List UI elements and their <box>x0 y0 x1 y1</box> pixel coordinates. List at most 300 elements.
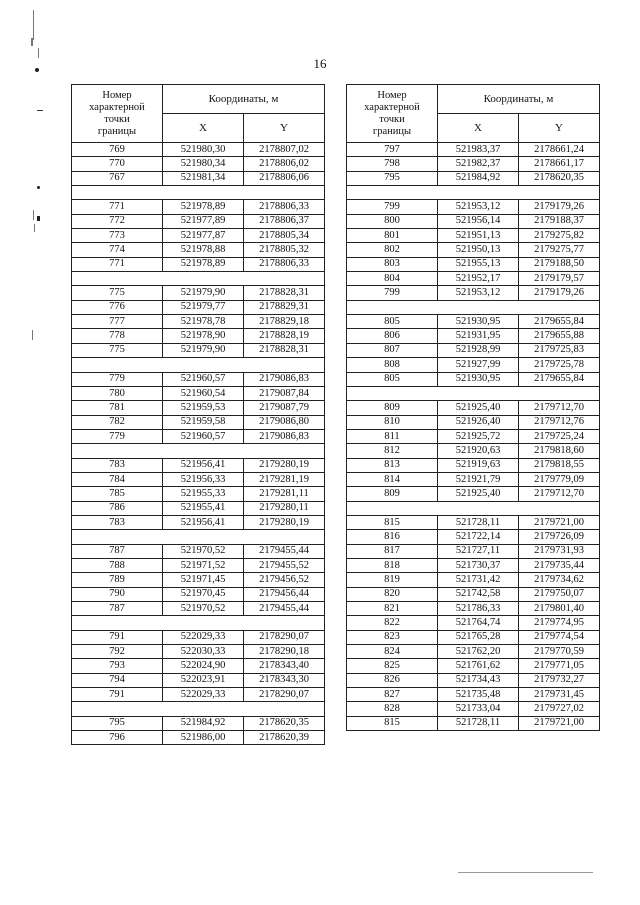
group-separator-row <box>72 358 325 372</box>
page-number: 16 <box>313 56 327 71</box>
x-coordinate-cell: 521926,40 <box>438 415 519 429</box>
point-number-cell: 791 <box>72 630 163 644</box>
point-number-cell: 787 <box>72 602 163 616</box>
y-coordinate-cell: 2179770,59 <box>519 645 600 659</box>
x-coordinate-cell: 521735,48 <box>438 688 519 702</box>
table-row <box>72 645 325 659</box>
table-row <box>72 544 325 558</box>
y-coordinate-cell: 2178806,33 <box>244 257 325 271</box>
table-row <box>347 573 600 587</box>
separator-cell <box>347 186 600 200</box>
y-coordinate-cell: 2178343,30 <box>244 673 325 687</box>
table-row <box>347 429 600 443</box>
table-row <box>72 286 325 300</box>
point-number-cell: 813 <box>347 458 438 472</box>
point-number-cell: 772 <box>72 214 163 228</box>
y-coordinate-cell: 2179774,54 <box>519 630 600 644</box>
y-coordinate-cell: 2179727,02 <box>519 702 600 716</box>
y-coordinate-cell: 2179721,00 <box>519 716 600 730</box>
y-coordinate-cell: 2179280,19 <box>244 515 325 529</box>
x-coordinate-cell: 521982,37 <box>438 157 519 171</box>
y-coordinate-cell: 2179750,07 <box>519 587 600 601</box>
x-coordinate-cell: 521980,34 <box>163 157 244 171</box>
table-row <box>347 558 600 572</box>
x-coordinate-cell: 521928,99 <box>438 343 519 357</box>
table-row <box>72 415 325 429</box>
x-coordinate-cell: 521979,90 <box>163 343 244 357</box>
y-coordinate-cell: 2179179,26 <box>519 200 600 214</box>
group-separator-row <box>72 702 325 716</box>
group-separator-row <box>72 272 325 286</box>
y-coordinate-cell: 2178620,35 <box>244 716 325 730</box>
point-number-cell: 822 <box>347 616 438 630</box>
x-header: X <box>438 114 519 143</box>
y-coordinate-cell: 2179456,52 <box>244 573 325 587</box>
y-coordinate-cell: 2178829,18 <box>244 315 325 329</box>
point-number-cell: 775 <box>72 286 163 300</box>
point-number-cell: 828 <box>347 702 438 716</box>
table-row <box>72 200 325 214</box>
table-row <box>347 286 600 300</box>
y-coordinate-cell: 2179281,11 <box>244 487 325 501</box>
y-coordinate-cell: 2179655,84 <box>519 315 600 329</box>
y-coordinate-cell: 2179275,82 <box>519 229 600 243</box>
point-number-cell: 802 <box>347 243 438 257</box>
point-number-cell: 823 <box>347 630 438 644</box>
separator-cell <box>72 530 325 544</box>
group-separator-row <box>72 186 325 200</box>
table-row <box>347 358 600 372</box>
y-coordinate-cell: 2179179,57 <box>519 272 600 286</box>
y-coordinate-cell: 2179087,84 <box>244 386 325 400</box>
table-row <box>72 501 325 515</box>
separator-cell <box>72 702 325 716</box>
table-row <box>347 602 600 616</box>
point-number-cell: 775 <box>72 343 163 357</box>
y-coordinate-cell: 2179735,44 <box>519 558 600 572</box>
y-coordinate-cell: 2178806,02 <box>244 157 325 171</box>
x-coordinate-cell: 521955,33 <box>163 487 244 501</box>
coordinates-header: Координаты, м <box>438 85 600 114</box>
table-row <box>72 458 325 472</box>
y-coordinate-cell: 2179455,44 <box>244 544 325 558</box>
table-row <box>347 659 600 673</box>
point-number-cell: 797 <box>347 143 438 157</box>
x-coordinate-cell: 521981,34 <box>163 171 244 185</box>
y-coordinate-cell: 2179188,50 <box>519 257 600 271</box>
y-coordinate-cell: 2179655,84 <box>519 372 600 386</box>
x-coordinate-cell: 521727,11 <box>438 544 519 558</box>
y-coordinate-cell: 2178807,02 <box>244 143 325 157</box>
coordinates-table-right <box>346 84 600 731</box>
table-row <box>347 372 600 386</box>
y-coordinate-cell: 2179725,24 <box>519 429 600 443</box>
x-coordinate-cell: 521970,52 <box>163 602 244 616</box>
table-row <box>72 401 325 415</box>
group-separator-row <box>347 501 600 515</box>
x-coordinate-cell: 521728,11 <box>438 716 519 730</box>
point-number-cell: 796 <box>72 731 163 745</box>
point-number-cell: 821 <box>347 602 438 616</box>
x-coordinate-cell: 522024,90 <box>163 659 244 673</box>
y-coordinate-cell: 2179455,44 <box>244 602 325 616</box>
y-coordinate-cell: 2179731,45 <box>519 688 600 702</box>
point-number-cell: 789 <box>72 573 163 587</box>
point-number-cell: 777 <box>72 315 163 329</box>
y-coordinate-cell: 2179771,05 <box>519 659 600 673</box>
y-coordinate-cell: 2179725,83 <box>519 343 600 357</box>
x-coordinate-cell: 521730,37 <box>438 558 519 572</box>
point-number-cell: 806 <box>347 329 438 343</box>
point-number-cell: 794 <box>72 673 163 687</box>
separator-cell <box>72 444 325 458</box>
table-row <box>347 444 600 458</box>
y-coordinate-cell: 2178290,07 <box>244 688 325 702</box>
x-coordinate-cell: 521970,45 <box>163 587 244 601</box>
x-coordinate-cell: 521984,92 <box>438 171 519 185</box>
table-row <box>72 157 325 171</box>
point-number-cell: 827 <box>347 688 438 702</box>
y-coordinate-cell: 2179725,78 <box>519 358 600 372</box>
y-coordinate-cell: 2179280,11 <box>244 501 325 515</box>
point-number-cell: 819 <box>347 573 438 587</box>
x-coordinate-cell: 521986,00 <box>163 731 244 745</box>
point-number-cell: 820 <box>347 587 438 601</box>
point-number-cell: 807 <box>347 343 438 357</box>
table-row <box>347 257 600 271</box>
x-coordinate-cell: 521960,57 <box>163 429 244 443</box>
point-number-cell: 792 <box>72 645 163 659</box>
table-row <box>347 458 600 472</box>
table-row <box>72 659 325 673</box>
table-row <box>347 544 600 558</box>
group-separator-row <box>72 530 325 544</box>
point-number-cell: 815 <box>347 515 438 529</box>
x-coordinate-cell: 521930,95 <box>438 372 519 386</box>
table-row <box>72 243 325 257</box>
x-coordinate-cell: 521983,37 <box>438 143 519 157</box>
group-separator-row <box>347 386 600 400</box>
table-row <box>347 343 600 357</box>
point-number-header: Номер характерной точки границы <box>347 85 438 143</box>
x-coordinate-cell: 522029,33 <box>163 630 244 644</box>
separator-cell <box>72 186 325 200</box>
point-number-cell: 799 <box>347 286 438 300</box>
table-row <box>72 487 325 501</box>
table-row <box>72 214 325 228</box>
y-coordinate-cell: 2179712,70 <box>519 401 600 415</box>
table-row <box>347 630 600 644</box>
x-coordinate-cell: 521960,57 <box>163 372 244 386</box>
point-number-cell: 804 <box>347 272 438 286</box>
x-coordinate-cell: 521979,90 <box>163 286 244 300</box>
x-coordinate-cell: 521762,20 <box>438 645 519 659</box>
point-number-cell: 803 <box>347 257 438 271</box>
y-coordinate-cell: 2179280,19 <box>244 458 325 472</box>
x-coordinate-cell: 521952,17 <box>438 272 519 286</box>
y-coordinate-cell: 2178828,19 <box>244 329 325 343</box>
table-row <box>347 214 600 228</box>
point-number-cell: 779 <box>72 372 163 386</box>
y-coordinate-cell: 2179712,70 <box>519 487 600 501</box>
x-coordinate-cell: 522029,33 <box>163 688 244 702</box>
x-coordinate-cell: 521728,11 <box>438 515 519 529</box>
point-number-cell: 817 <box>347 544 438 558</box>
footer-rule <box>458 872 593 873</box>
table-row <box>347 157 600 171</box>
point-number-cell: 824 <box>347 645 438 659</box>
margin-scan-marks <box>0 0 40 905</box>
table-row <box>347 487 600 501</box>
y-coordinate-cell: 2179818,60 <box>519 444 600 458</box>
table-row <box>72 171 325 185</box>
point-number-cell: 808 <box>347 358 438 372</box>
table-row <box>72 688 325 702</box>
point-number-cell: 811 <box>347 429 438 443</box>
table-row <box>347 702 600 716</box>
point-number-cell: 769 <box>72 143 163 157</box>
x-coordinate-cell: 521953,12 <box>438 200 519 214</box>
y-coordinate-cell: 2179721,00 <box>519 515 600 529</box>
point-number-cell: 767 <box>72 171 163 185</box>
y-coordinate-cell: 2179779,09 <box>519 472 600 486</box>
point-number-cell: 788 <box>72 558 163 572</box>
x-coordinate-cell: 521921,79 <box>438 472 519 486</box>
y-header: Y <box>244 114 325 143</box>
point-number-cell: 786 <box>72 501 163 515</box>
y-coordinate-cell: 2178290,18 <box>244 645 325 659</box>
y-coordinate-cell: 2178620,35 <box>519 171 600 185</box>
y-coordinate-cell: 2178805,32 <box>244 243 325 257</box>
y-coordinate-cell: 2178829,31 <box>244 300 325 314</box>
point-number-cell: 779 <box>72 429 163 443</box>
table-row <box>72 573 325 587</box>
point-number-header: Номер характерной точки границы <box>72 85 163 143</box>
y-coordinate-cell: 2179726,09 <box>519 530 600 544</box>
point-number-cell: 816 <box>347 530 438 544</box>
point-number-cell: 784 <box>72 472 163 486</box>
x-coordinate-cell: 521959,53 <box>163 401 244 415</box>
y-coordinate-cell: 2178828,31 <box>244 343 325 357</box>
x-coordinate-cell: 521978,90 <box>163 329 244 343</box>
y-coordinate-cell: 2179712,76 <box>519 415 600 429</box>
x-coordinate-cell: 521925,40 <box>438 487 519 501</box>
y-coordinate-cell: 2179731,93 <box>519 544 600 558</box>
table-row <box>72 429 325 443</box>
y-coordinate-cell: 2179179,26 <box>519 286 600 300</box>
table-row <box>72 300 325 314</box>
point-number-cell: 787 <box>72 544 163 558</box>
x-coordinate-cell: 521956,33 <box>163 472 244 486</box>
point-number-cell: 793 <box>72 659 163 673</box>
point-number-cell: 799 <box>347 200 438 214</box>
x-coordinate-cell: 521971,45 <box>163 573 244 587</box>
point-number-cell: 795 <box>347 171 438 185</box>
separator-cell <box>72 272 325 286</box>
y-coordinate-cell: 2178343,40 <box>244 659 325 673</box>
x-coordinate-cell: 521925,40 <box>438 401 519 415</box>
x-coordinate-cell: 521978,78 <box>163 315 244 329</box>
y-header: Y <box>519 114 600 143</box>
x-coordinate-cell: 521978,88 <box>163 243 244 257</box>
table-row <box>347 530 600 544</box>
point-number-cell: 812 <box>347 444 438 458</box>
table-row <box>72 515 325 529</box>
x-coordinate-cell: 522030,33 <box>163 645 244 659</box>
x-coordinate-cell: 521761,62 <box>438 659 519 673</box>
y-coordinate-cell: 2178806,06 <box>244 171 325 185</box>
y-coordinate-cell: 2179087,79 <box>244 401 325 415</box>
x-coordinate-cell: 521959,58 <box>163 415 244 429</box>
x-coordinate-cell: 521980,30 <box>163 143 244 157</box>
y-coordinate-cell: 2179188,37 <box>519 214 600 228</box>
table-row <box>347 401 600 415</box>
table-row <box>72 602 325 616</box>
table-row <box>347 143 600 157</box>
table-row <box>72 587 325 601</box>
table-row <box>72 630 325 644</box>
table-row <box>72 257 325 271</box>
y-coordinate-cell: 2178661,17 <box>519 157 600 171</box>
x-coordinate-cell: 521956,41 <box>163 458 244 472</box>
y-coordinate-cell: 2179275,77 <box>519 243 600 257</box>
x-coordinate-cell: 521930,95 <box>438 315 519 329</box>
table-row <box>347 200 600 214</box>
y-coordinate-cell: 2179086,83 <box>244 429 325 443</box>
point-number-cell: 773 <box>72 229 163 243</box>
y-coordinate-cell: 2179801,40 <box>519 602 600 616</box>
separator-cell <box>72 358 325 372</box>
point-number-cell: 825 <box>347 659 438 673</box>
point-number-cell: 795 <box>72 716 163 730</box>
y-coordinate-cell: 2179774,95 <box>519 616 600 630</box>
y-coordinate-cell: 2179655,88 <box>519 329 600 343</box>
y-coordinate-cell: 2178290,07 <box>244 630 325 644</box>
x-coordinate-cell: 521722,14 <box>438 530 519 544</box>
point-number-cell: 785 <box>72 487 163 501</box>
point-number-cell: 809 <box>347 401 438 415</box>
x-coordinate-cell: 521979,77 <box>163 300 244 314</box>
group-separator-row <box>347 186 600 200</box>
x-coordinate-cell: 521765,28 <box>438 630 519 644</box>
y-coordinate-cell: 2179732,27 <box>519 673 600 687</box>
x-coordinate-cell: 522023,91 <box>163 673 244 687</box>
x-coordinate-cell: 521955,41 <box>163 501 244 515</box>
table-row <box>72 673 325 687</box>
x-coordinate-cell: 521956,14 <box>438 214 519 228</box>
point-number-cell: 810 <box>347 415 438 429</box>
table-row <box>72 716 325 730</box>
x-coordinate-cell: 521953,12 <box>438 286 519 300</box>
y-coordinate-cell: 2178620,39 <box>244 731 325 745</box>
x-coordinate-cell: 521927,99 <box>438 358 519 372</box>
y-coordinate-cell: 2179281,19 <box>244 472 325 486</box>
y-coordinate-cell: 2179455,52 <box>244 558 325 572</box>
group-separator-row <box>72 616 325 630</box>
point-number-cell: 776 <box>72 300 163 314</box>
x-coordinate-cell: 521742,58 <box>438 587 519 601</box>
x-coordinate-cell: 521764,74 <box>438 616 519 630</box>
x-coordinate-cell: 521786,33 <box>438 602 519 616</box>
point-number-cell: 771 <box>72 257 163 271</box>
x-coordinate-cell: 521925,72 <box>438 429 519 443</box>
y-coordinate-cell: 2179086,80 <box>244 415 325 429</box>
group-separator-row <box>347 300 600 314</box>
table-row <box>72 386 325 400</box>
point-number-cell: 805 <box>347 315 438 329</box>
point-number-cell: 780 <box>72 386 163 400</box>
point-number-cell: 826 <box>347 673 438 687</box>
table-row <box>72 372 325 386</box>
x-coordinate-cell: 521971,52 <box>163 558 244 572</box>
table-row <box>347 472 600 486</box>
point-number-cell: 801 <box>347 229 438 243</box>
point-number-cell: 798 <box>347 157 438 171</box>
x-coordinate-cell: 521951,13 <box>438 229 519 243</box>
table-row <box>347 616 600 630</box>
x-coordinate-cell: 521955,13 <box>438 257 519 271</box>
table-row <box>72 472 325 486</box>
y-coordinate-cell: 2178661,24 <box>519 143 600 157</box>
point-number-cell: 809 <box>347 487 438 501</box>
table-row <box>347 272 600 286</box>
point-number-cell: 815 <box>347 716 438 730</box>
x-coordinate-cell: 521920,63 <box>438 444 519 458</box>
table-row <box>347 515 600 529</box>
table-row <box>72 229 325 243</box>
x-coordinate-cell: 521733,04 <box>438 702 519 716</box>
table-row <box>72 315 325 329</box>
table-row <box>72 143 325 157</box>
y-coordinate-cell: 2178806,37 <box>244 214 325 228</box>
table-row <box>347 645 600 659</box>
x-coordinate-cell: 521978,89 <box>163 257 244 271</box>
table-row <box>347 229 600 243</box>
x-coordinate-cell: 521977,89 <box>163 214 244 228</box>
x-header: X <box>163 114 244 143</box>
y-coordinate-cell: 2179086,83 <box>244 372 325 386</box>
x-coordinate-cell: 521984,92 <box>163 716 244 730</box>
y-coordinate-cell: 2179818,55 <box>519 458 600 472</box>
y-coordinate-cell: 2178806,33 <box>244 200 325 214</box>
table-row <box>347 415 600 429</box>
x-coordinate-cell: 521960,54 <box>163 386 244 400</box>
table-row <box>347 587 600 601</box>
point-number-cell: 778 <box>72 329 163 343</box>
x-coordinate-cell: 521731,42 <box>438 573 519 587</box>
point-number-cell: 782 <box>72 415 163 429</box>
x-coordinate-cell: 521931,95 <box>438 329 519 343</box>
x-coordinate-cell: 521978,89 <box>163 200 244 214</box>
x-coordinate-cell: 521919,63 <box>438 458 519 472</box>
point-number-cell: 783 <box>72 515 163 529</box>
table-row <box>347 315 600 329</box>
x-coordinate-cell: 521956,41 <box>163 515 244 529</box>
table-row <box>347 243 600 257</box>
group-separator-row <box>72 444 325 458</box>
separator-cell <box>347 300 600 314</box>
y-coordinate-cell: 2179734,62 <box>519 573 600 587</box>
point-number-cell: 790 <box>72 587 163 601</box>
separator-cell <box>347 501 600 515</box>
point-number-cell: 774 <box>72 243 163 257</box>
point-number-cell: 781 <box>72 401 163 415</box>
table-row <box>347 329 600 343</box>
table-row <box>72 731 325 745</box>
point-number-cell: 814 <box>347 472 438 486</box>
y-coordinate-cell: 2178828,31 <box>244 286 325 300</box>
table-row <box>347 673 600 687</box>
